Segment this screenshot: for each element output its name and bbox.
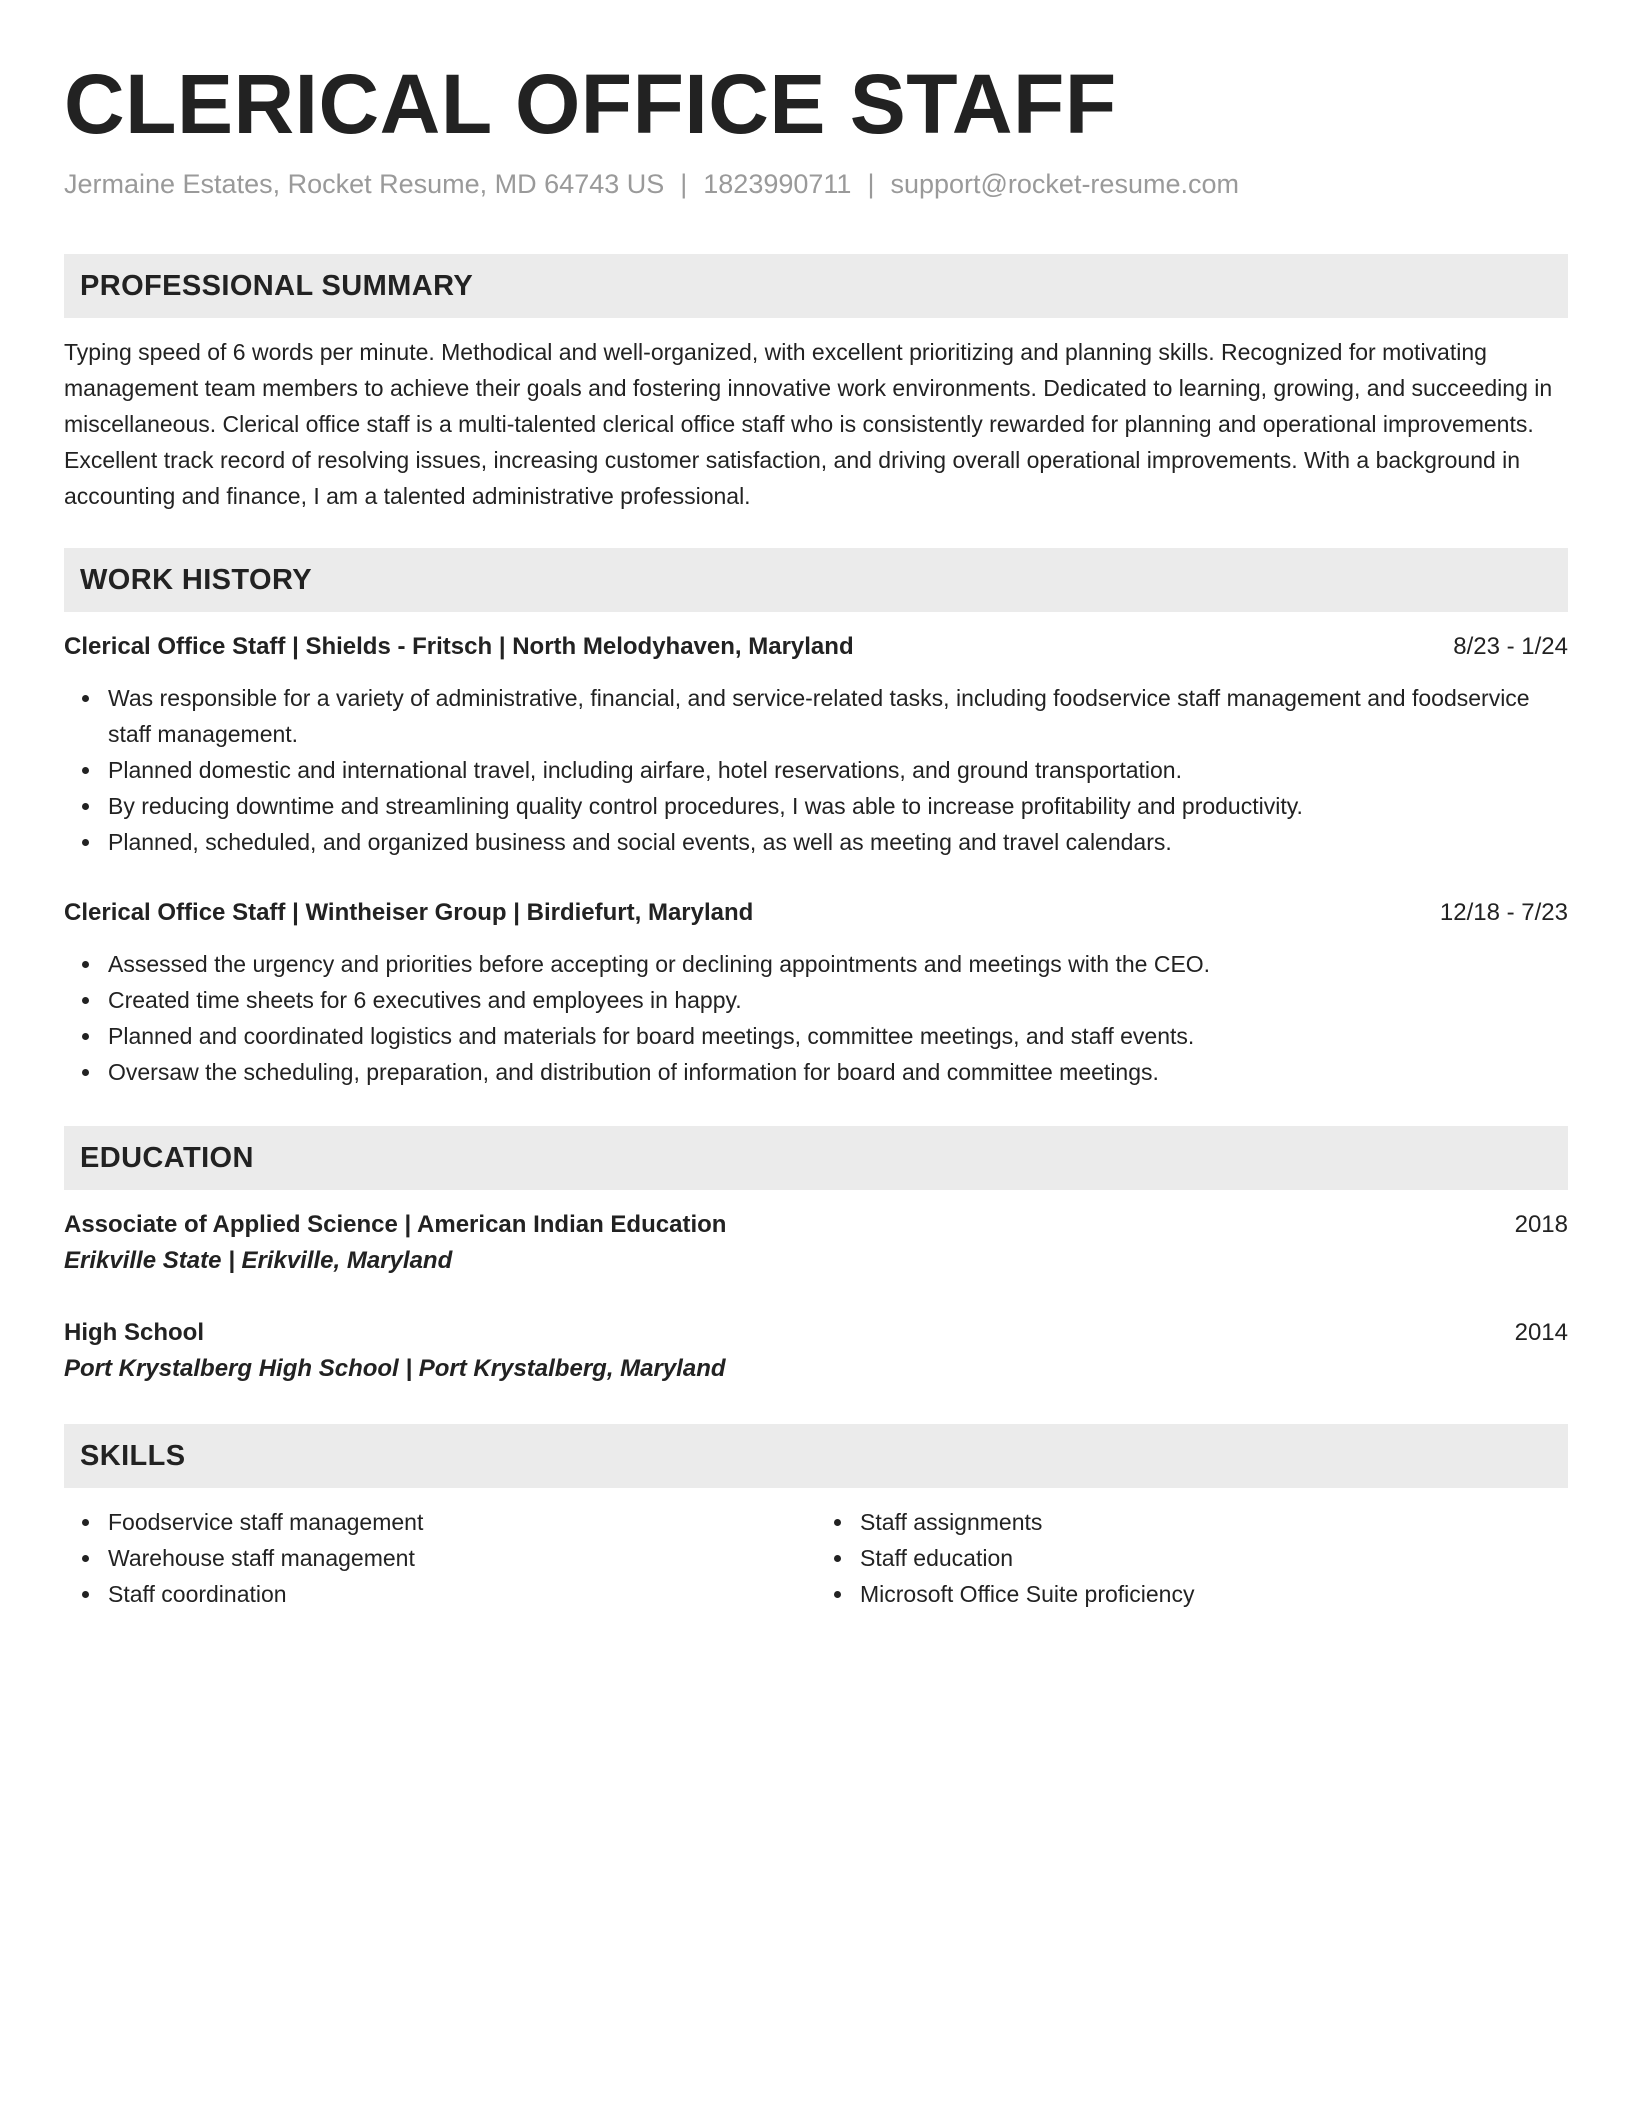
education-heading: EDUCATION <box>64 1126 1568 1190</box>
skill-item: Staff coordination <box>108 1576 816 1612</box>
job-bullet: Oversaw the scheduling, preparation, and distribution of information for board and committee meetings. <box>108 1054 1568 1090</box>
job-header <box>64 896 1568 930</box>
job-entry <box>64 896 1568 1090</box>
skills-list-left <box>64 1504 816 1612</box>
job-bullet-list <box>64 946 1568 1090</box>
skills-section <box>64 1424 1568 1612</box>
job-bullet: Planned, scheduled, and organized business and social events, as well as meeting and travel calendars. <box>108 824 1568 860</box>
work-history-section <box>64 548 1568 1090</box>
contact-phone: 1823990711 <box>703 169 852 199</box>
summary-heading: PROFESSIONAL SUMMARY <box>64 254 1568 318</box>
education-school: Erikville State | Erikville, Maryland <box>64 1247 453 1274</box>
skills-list-right <box>816 1504 1568 1612</box>
skills-heading: SKILLS <box>64 1424 1568 1488</box>
job-title: Clerical Office Staff | Shields - Fritsch | North Melodyhaven, Maryland <box>64 633 854 660</box>
job-bullet: By reducing downtime and streamlining quality control procedures, I was able to increase profitability and productivity. <box>108 788 1568 824</box>
education-degree: High School <box>64 1319 204 1346</box>
contact-address: Jermaine Estates, Rocket Resume, MD 64743 US <box>64 169 665 199</box>
resume-name: CLERICAL OFFICE STAFF <box>64 57 1117 151</box>
skill-item: Staff assignments <box>860 1504 1568 1540</box>
skill-item: Microsoft Office Suite proficiency <box>860 1576 1568 1612</box>
education-entry <box>64 1316 1568 1388</box>
work-history-heading: WORK HISTORY <box>64 548 1568 612</box>
job-bullet: Planned domestic and international travel, including airfare, hotel reservations, and ground transportation. <box>108 752 1568 788</box>
contact-separator: | <box>680 169 688 199</box>
education-section <box>64 1126 1568 1388</box>
education-header <box>64 1316 1568 1350</box>
job-bullet: Created time sheets for 6 executives and employees in happy. <box>108 982 1568 1018</box>
skill-item: Foodservice staff management <box>108 1504 816 1540</box>
job-bullet: Planned and coordinated logistics and materials for board meetings, committee meetings, and staff events. <box>108 1018 1568 1054</box>
skill-item: Staff education <box>860 1540 1568 1576</box>
summary-text: Typing speed of 6 words per minute. Methodical and well-organized, with excellent prioritizing and planning skills. Recognized for motivating management team members to achieve their goals and fostering innovative work environments. Dedicated to learning, growing, and succeeding in miscellaneous. Clerical office staff is a multi-talented clerical office staff who is consistently rewarded for planning and operational improvements. Excellent track record of resolving issues, increasing customer satisfaction, and driving overall operational improvements. With a background in accounting and finance, I am a talented administrative professional. <box>64 339 1553 509</box>
job-title: Clerical Office Staff | Wintheiser Group | Birdiefurt, Maryland <box>64 899 754 926</box>
job-bullet: Was responsible for a variety of administrative, financial, and service-related tasks, including foodservice staff management and foodservice staff management. <box>108 680 1568 752</box>
job-header <box>64 630 1568 664</box>
job-dates: 12/18 - 7/23 <box>1439 899 1568 926</box>
contact-email: support@rocket-resume.com <box>890 169 1239 199</box>
education-degree: Associate of Applied Science | American Indian Education <box>64 1211 727 1238</box>
skills-columns <box>64 1504 1568 1612</box>
education-year: 2014 <box>1514 1319 1568 1346</box>
skill-item: Warehouse staff management <box>108 1540 816 1576</box>
job-dates: 8/23 - 1/24 <box>1453 633 1568 660</box>
education-entry <box>64 1208 1568 1280</box>
education-year: 2018 <box>1514 1211 1568 1238</box>
summary-section <box>64 254 1568 514</box>
job-bullet-list <box>64 680 1568 860</box>
job-bullet: Assessed the urgency and priorities before accepting or declining appointments and meetings with the CEO. <box>108 946 1568 982</box>
contact-separator: | <box>867 169 875 199</box>
education-school: Port Krystalberg High School | Port Krystalberg, Maryland <box>64 1355 726 1382</box>
contact-line <box>64 166 1568 202</box>
job-entry <box>64 630 1568 860</box>
education-header <box>64 1208 1568 1242</box>
